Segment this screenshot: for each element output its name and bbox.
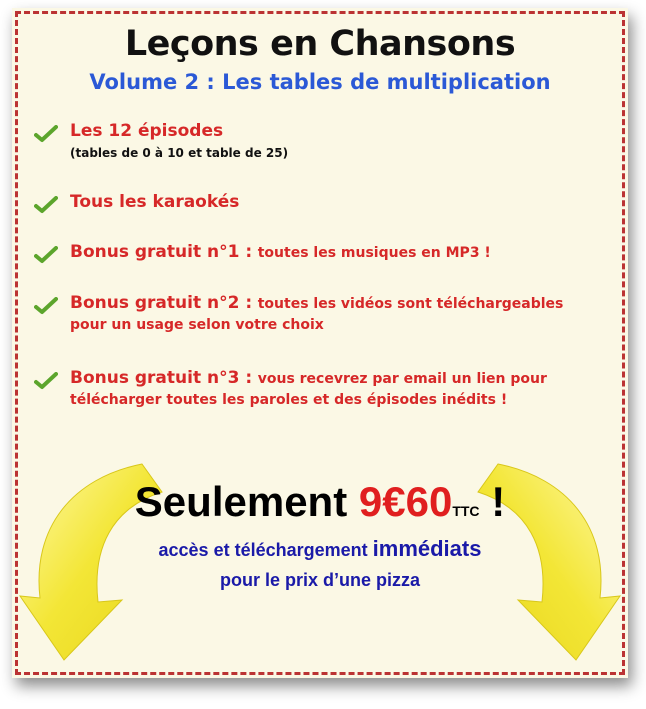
check-icon	[34, 372, 58, 390]
feature-item-bonus-2	[34, 293, 608, 343]
page-subtitle: Volume 2 : Les tables de multiplication	[89, 70, 551, 94]
feature-description: toutes les musiques en MP3 !	[257, 245, 491, 261]
price-value: 9€60	[358, 478, 453, 525]
check-icon	[34, 297, 58, 315]
feature-note: (tables de 0 à 10 et table de 25)	[70, 146, 289, 160]
access-line	[12, 536, 628, 562]
feature-description: toutes les vidéos sont téléchargeables	[257, 296, 564, 312]
check-icon	[34, 125, 58, 143]
feature-item-bonus-3	[34, 368, 608, 418]
feature-item-episodes	[34, 121, 608, 181]
price-tax-label: TTC	[452, 503, 480, 519]
check-icon	[34, 246, 58, 264]
check-icon	[34, 196, 58, 214]
feature-description-continued: pour un usage selon votre choix	[70, 317, 324, 333]
feature-label: Bonus gratuit n°2 :	[70, 293, 253, 313]
promo-card	[12, 8, 628, 678]
feature-label: Bonus gratuit n°3 :	[70, 368, 253, 388]
feature-label: Bonus gratuit n°1 :	[70, 242, 253, 262]
price-line	[12, 478, 628, 526]
page-title: Leçons en Chansons	[124, 24, 516, 64]
access-emphasis: immédiats	[372, 536, 482, 561]
feature-item-bonus-1	[34, 242, 608, 272]
price-prefix: Seulement	[134, 478, 348, 525]
access-text: accès et téléchargement	[158, 540, 368, 560]
feature-label: Tous les karaokés	[70, 192, 240, 212]
feature-item-karaoke	[34, 192, 608, 222]
pizza-line: pour le prix d’une pizza	[219, 570, 421, 590]
feature-description-continued: télécharger toutes les paroles et des épisodes inédits !	[70, 392, 508, 408]
feature-description: vous recevrez par email un lien pour	[257, 371, 547, 387]
feature-label: Les 12 épisodes	[70, 121, 224, 141]
price-exclamation: !	[491, 478, 506, 525]
